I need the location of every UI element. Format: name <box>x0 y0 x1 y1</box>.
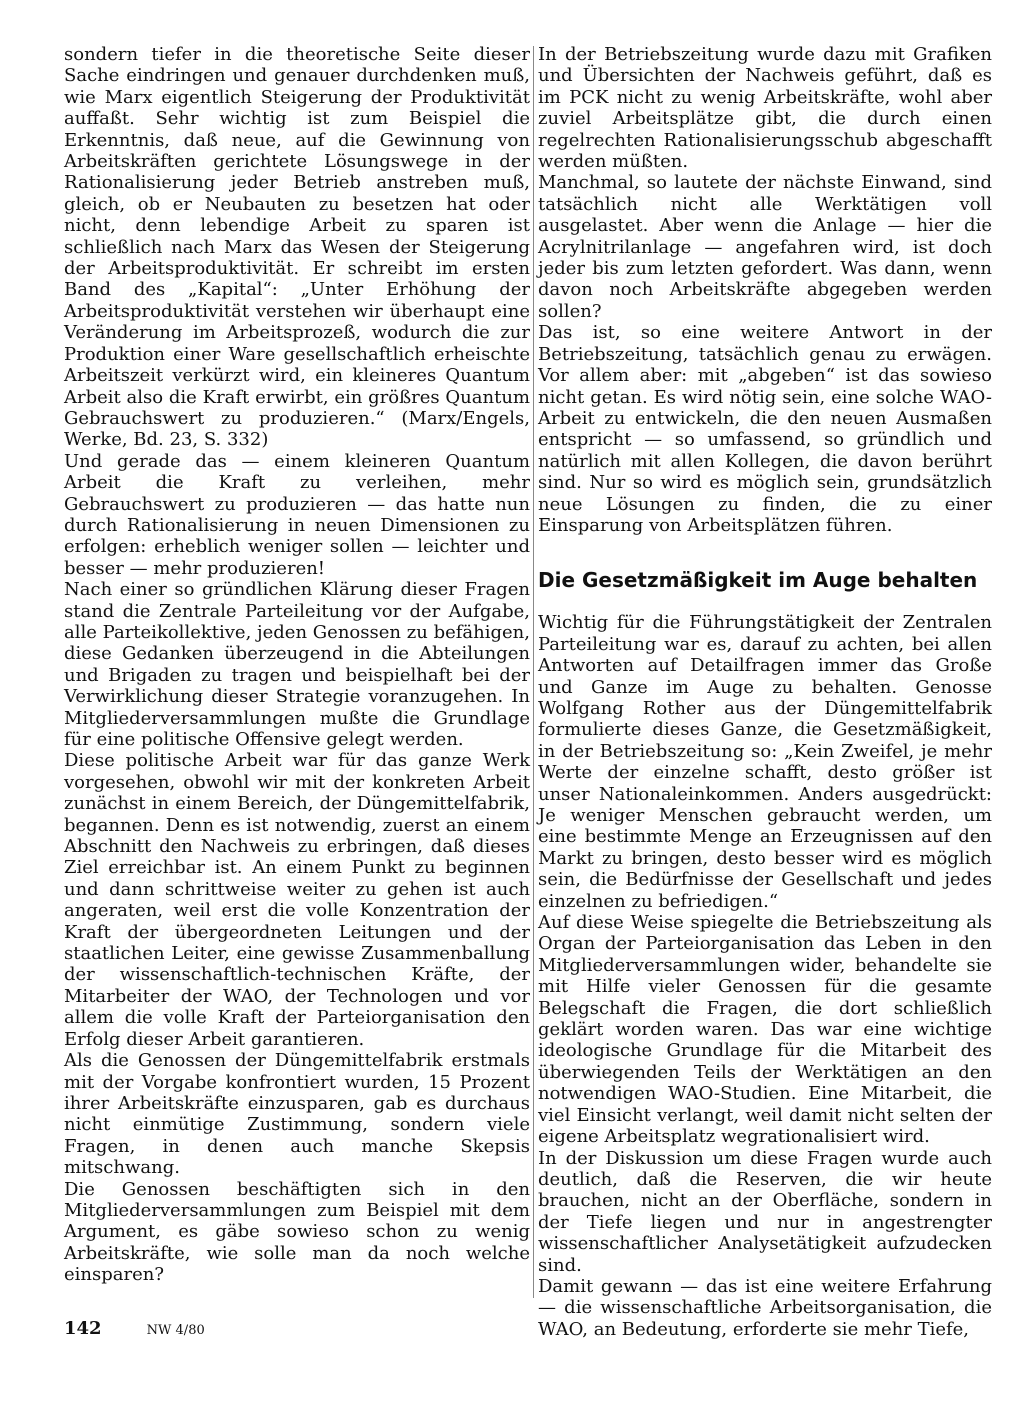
right-column <box>538 44 992 1340</box>
body-paragraph: Wichtig für die Führungstätigkeit der Zentralen Parteileitung war es, darauf zu achten, bei allen Antworten auf Detailfragen immer das Große und Ganze im Auge zu behalten. Genosse Wolfgang Rother aus der Düngemittelfabrik formulierte dieses Ganze, die Gesetzmäßigkeit, in der Betriebszeitung so: „Kein Zweifel, je mehr Werte der einzelne schafft, desto größer ist unser Nationaleinkommen. Anders ausgedrückt: Je weniger Menschen gebraucht werden, um eine bestimmte Menge an Erzeugnissen auf den Markt zu bringen, desto besser wird es möglich sein, die Bedürfnisse der Gesellschaft und jedes einzelnen zu befriedigen.“ <box>538 612 992 912</box>
section-heading: Die Gesetzmäßigkeit im Auge behalten <box>538 568 978 593</box>
body-paragraph: Auf diese Weise spiegelte die Betriebszeitung als Organ der Parteiorganisation das Leben in den Mitgliederversammlungen wider, behandelte sie mit Hilfe vieler Genossen für die gesamte Belegschaft die Fragen, die dort schließlich geklärt worden waren. Das war eine wichtige ideologische Grundlage für die Mitarbeit des überwiegenden Teils der Werktätigen an den notwendigen WAO-Studien. Eine Mitarbeit, die viel Einsicht verlangt, weil damit nicht selten der eigene Arbeitsplatz wegrationalisiert wird. <box>538 912 992 1148</box>
body-paragraph: Als die Genossen der Düngemittelfabrik erstmals mit der Vorgabe konfrontiert wurden, 15 Prozent ihrer Arbeitskräfte einzusparen, gab es durchaus nicht einmütige Zustimmung, sondern viele Fragen, in denen auch manche Skepsis mitschwang. <box>64 1050 530 1179</box>
body-paragraph: Und gerade das — einem kleineren Quantum Arbeit die Kraft zu verleihen, mehr Gebrauchswert zu produzieren — das hatte nun durch Rationalisierung in neuen Dimensionen zu erfolgen: erheblich weniger sollen — leichter und besser — mehr produzieren! <box>64 450 530 579</box>
body-paragraph: In der Betriebszeitung wurde dazu mit Grafiken und Übersichten der Nachweis geführt, daß es im PCK nicht zu wenig Arbeitskräfte, wohl aber zuviel Arbeitsplätze gibt, die durch einen regelrechten Rationalisierungsschub abgeschafft werden müßten. <box>538 44 992 173</box>
body-paragraph: Das ist, so eine weitere Antwort in der Betriebszeitung, tatsächlich genau zu erwägen. Vor allem aber: mit „abgeben“ ist das sowieso nicht getan. Es wird nötig sein, eine solche WAO-Arbeit zu entwickeln, die den neuen Ausmaßen entspricht — so umfassend, so gründlich und natürlich mit allen Kollegen, die davon berührt sind. Nur so wird es möglich sein, grundsätzlich neue Lösungen zu finden, die zu einer Einsparung von Arbeitsplätzen führen. <box>538 322 992 536</box>
body-paragraph: Damit gewann — das ist eine weitere Erfahrung — die wissenschaftliche Arbeitsorganisation, die WAO, an Bedeutung, erforderte sie mehr Tiefe, <box>538 1275 992 1340</box>
journal-reference: NW 4/80 <box>146 1323 205 1338</box>
body-paragraph: In der Diskussion um diese Fragen wurde auch deutlich, daß die Reserven, die wir heute brauchen, nicht an der Oberfläche, sondern in der Tiefe liegen und nur in angestrengter wissenschaftlicher Analysetätigkeit aufzudecken sind. <box>538 1147 992 1276</box>
body-paragraph: Diese politische Arbeit war für das ganze Werk vorgesehen, obwohl wir mit der konkreten Arbeit zunächst in einem Bereich, der Düngemittelfabrik, begannen. Denn es ist notwendig, zuerst an einem Abschnitt den Nachweis zu erbringen, daß dieses Ziel erreichbar ist. An einem Punkt zu beginnen und dann schrittweise weiter zu gehen ist auch angeraten, weil erst die volle Konzentration der Kraft der übergeordneten Leitungen und der staatlichen Leiter, eine gewisse Zusammenballung der wissenschaftlich-technischen Kräfte, der Mitarbeiter der WAO, der Technologen und vor allem die volle Kraft der Parteiorganisation den Erfolg dieser Arbeit garantieren. <box>64 750 530 1050</box>
body-paragraph: Manchmal, so lautete der nächste Einwand, sind tatsächlich nicht alle Werktätigen voll ausgelastet. Aber wenn die Anlage — hier die Acrylnitrilanlage — angefahren wird, ist doch jeder bis zum letzten gefordert. Was dann, wenn davon noch Arbeitskräfte abgegeben werden sollen? <box>538 172 992 322</box>
page-number: 142 <box>64 1318 102 1339</box>
body-paragraph: Die Genossen beschäftigten sich in den Mitgliederversammlungen zum Beispiel mit dem Argument, es gäbe sowieso schon zu wenig Arbeitskräfte, wie solle man da noch welche einsparen? <box>64 1178 530 1286</box>
body-paragraph: Nach einer so gründlichen Klärung dieser Fragen stand die Zentrale Parteileitung vor der Aufgabe, alle Parteikollektive, jeden Genossen zu befähigen, diese Gedanken überzeugend in die Abteilungen und Brigaden zu tragen und beispielhaft bei der Verwirklichung dieser Strategie voranzugehen. In Mitgliederversammlungen mußte die Grundlage für eine politische Offensive gelegt werden. <box>64 579 530 750</box>
body-paragraph: sondern tiefer in die theoretische Seite dieser Sache eindringen und genauer durchdenken muß, wie Marx eigentlich Steigerung der Produktivität auffaßt. Sehr wichtig ist zum Beispiel die Erkenntnis, daß neue, auf die Gewinnung von Arbeitskräften gerichtete Lösungswege in der Rationalisierung jeder Betrieb anstreben muß, gleich, ob er Neubauten zu besetzen hat oder nicht, denn lebendige Arbeit zu sparen ist schließlich nach Marx das Wesen der Steigerung der Arbeitsproduktivität. Er schreibt im ersten Band des „Kapital“: „Unter Erhöhung der Arbeitsproduktivität verstehen wir überhaupt eine Veränderung im Arbeitsprozeß, wodurch die zur Produktion einer Ware gesellschaftlich erheischte Arbeitszeit verkürzt wird, ein kleineres Quantum Arbeit also die Kraft erwirbt, ein größres Quantum Gebrauchswert zu produzieren.“ (Marx/Engels, Werke, Bd. 23, S. 332) <box>64 44 530 451</box>
column-divider <box>533 46 534 1298</box>
left-column <box>64 44 530 1286</box>
page-footer <box>64 1318 205 1339</box>
